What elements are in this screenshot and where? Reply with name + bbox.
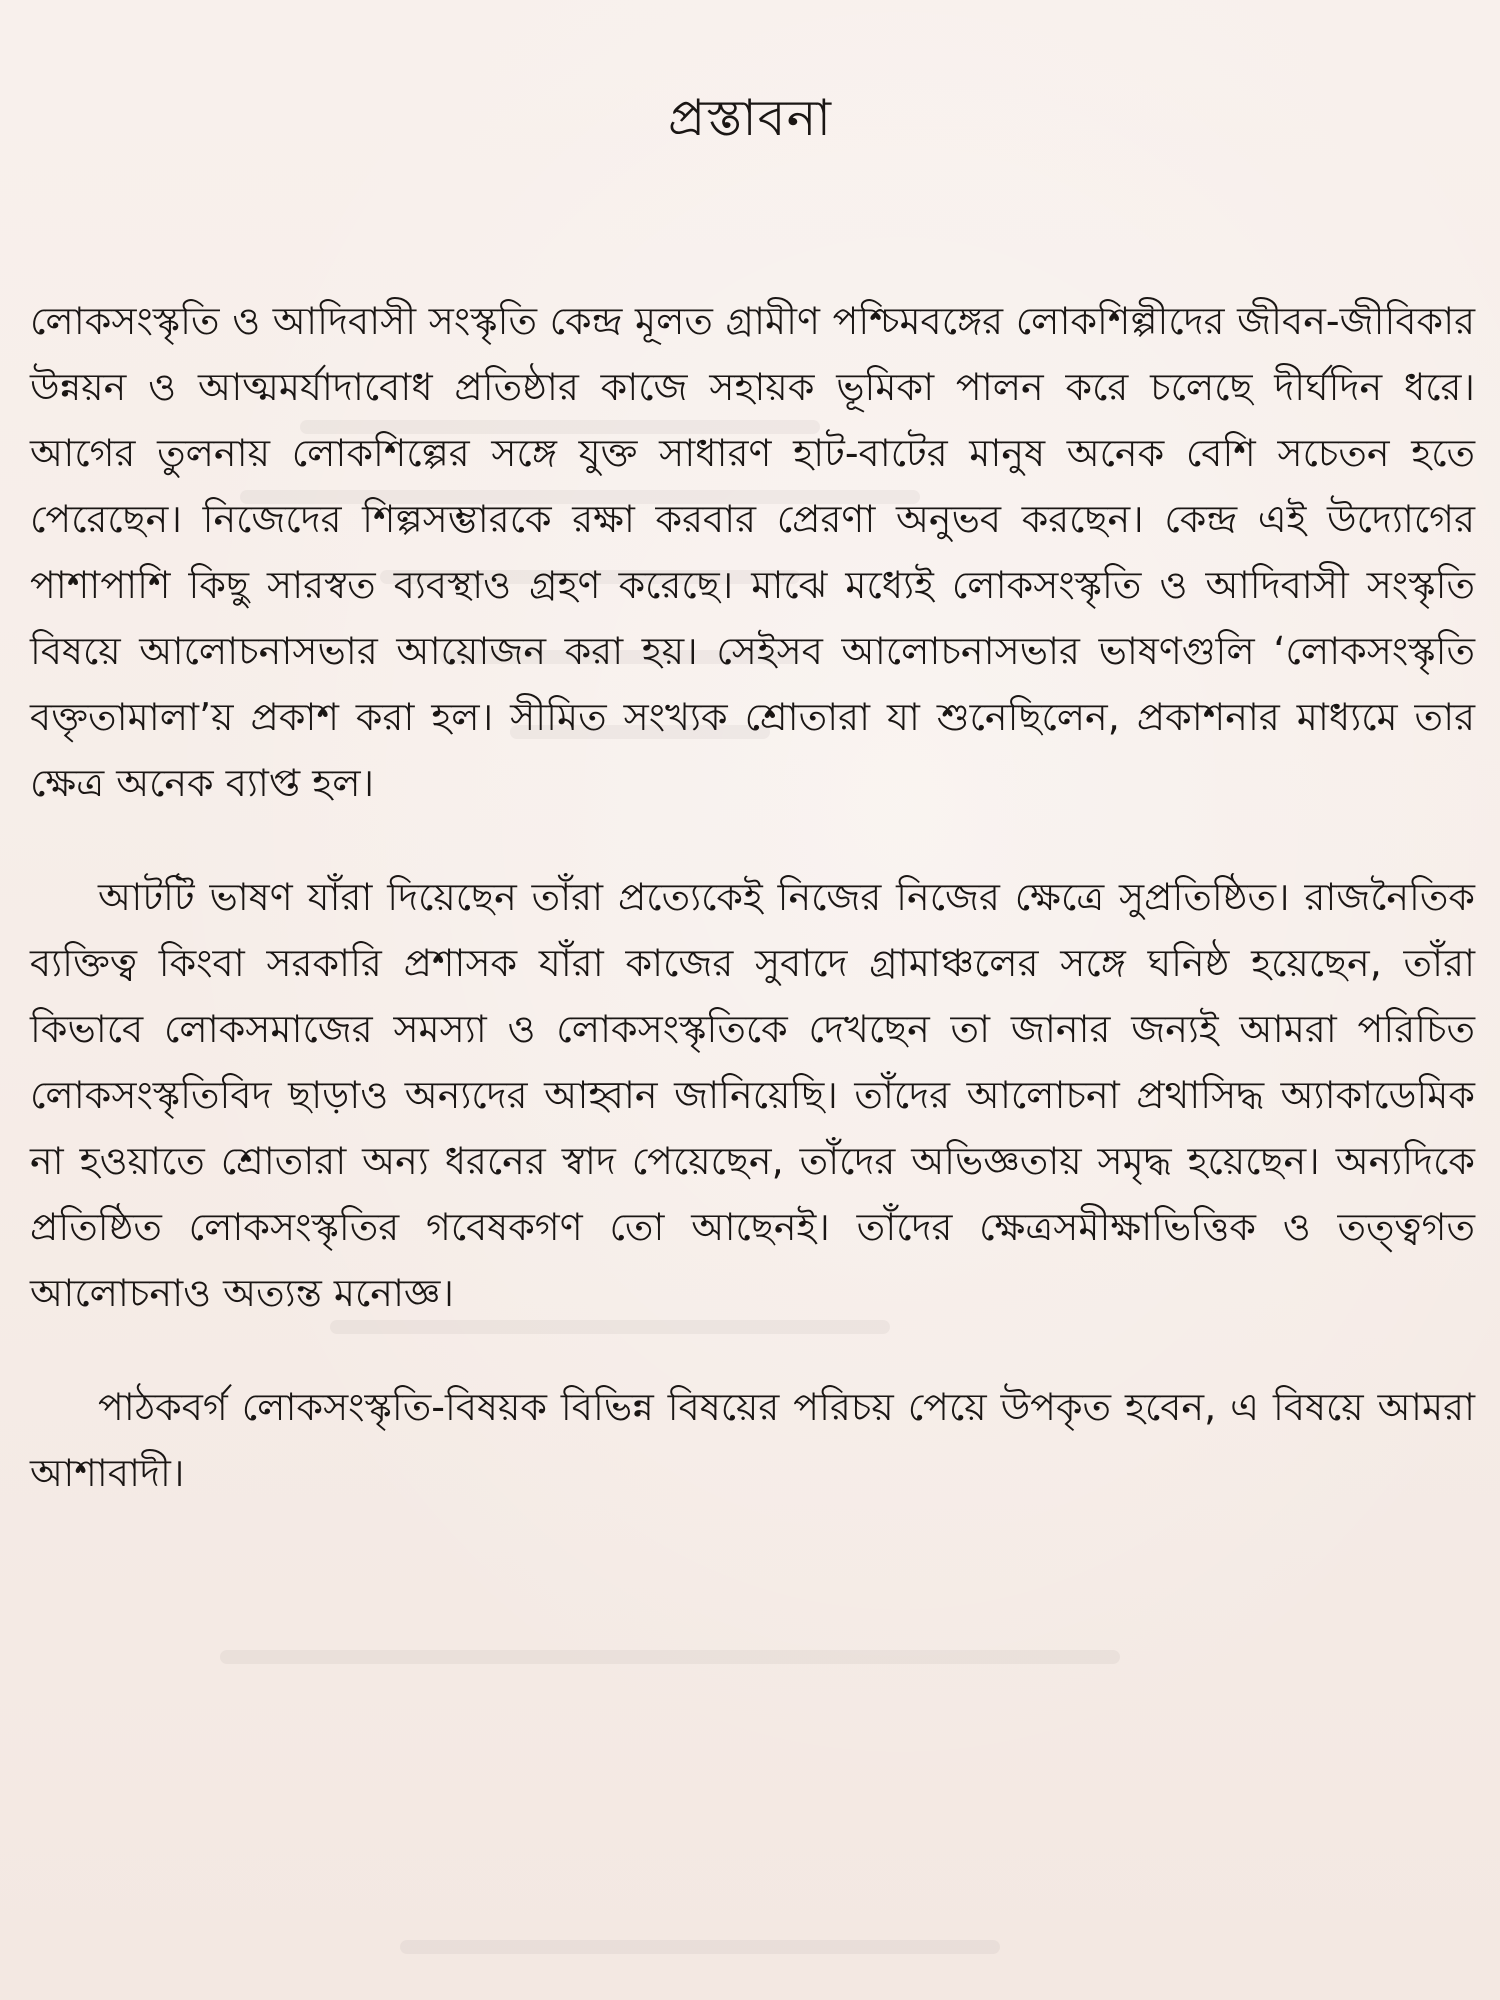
paragraph-2: আটটি ভাষণ যাঁরা দিয়েছেন তাঁরা প্রত্যেকেই নিজের নিজের ক্ষেত্রে সুপ্রতিষ্ঠিত। রাজনৈতিক ব্যক্তিত্ব কিংবা সরকারি প্রশাসক যাঁরা কাজের সুবাদে গ্রামাঞ্চলের সঙ্গে ঘনিষ্ঠ হয়েছেন, তাঁরা কিভাবে লোকসমাজের সমস্যা ও লোকসংস্কৃতিকে দেখছেন তা জানার জন্যই আমরা পরিচিত লোকসংস্কৃতিবিদ ছাড়াও অন্যদের আহ্বান জানিয়েছি। তাঁদের আলোচনা প্রথাসিদ্ধ অ্যাকাডেমিক না হওয়াতে শ্রোতারা অন্য ধরনের স্বাদ পেয়েছেন, তাঁদের অভিজ্ঞতায় সমৃদ্ধ হয়েছেন। অন্যদিকে প্রতিষ্ঠিত লোকসংস্কৃতির গবেষকগণ তো আছেনই। তাঁদের ক্ষেত্রসমীক্ষাভিত্তিক ও তত্ত্বগত আলোচনাও অত্যন্ত মনোজ্ঞ।	[30, 875, 1475, 1315]
paragraph-3: পাঠকবর্গ লোকসংস্কৃতি-বিষয়ক বিভিন্ন বিষয়ের পরিচয় পেয়ে উপকৃত হবেন, এ বিষয়ে আমরা আশাবাদী।	[30, 1385, 1475, 1495]
page-title: প্রস্তাবনা	[668, 89, 832, 147]
paragraph-1: লোকসংস্কৃতি ও আদিবাসী সংস্কৃতি কেন্দ্র মূলত গ্রামীণ পশ্চিমবঙ্গের লোকশিল্পীদের জীবন-জীবিকার উন্নয়ন ও আত্মমর্যাদাবোধ প্রতিষ্ঠার কাজে সহায়ক ভূমিকা পালন করে চলেছে দীর্ঘদিন ধরে। আগের তুলনায় লোকশিল্পের সঙ্গে যুক্ত সাধারণ হাট-বাটের মানুষ অনেক বেশি সচেতন হতে পেরেছেন। নিজেদের শিল্পসম্ভারকে রক্ষা করবার প্রেরণা অনুভব করছেন। কেন্দ্র এই উদ্যোগের পাশাপাশি কিছু সারস্বত ব্যবস্থাও গ্রহণ করেছে। মাঝে মধ্যেই লোকসংস্কৃতি ও আদিবাসী সংস্কৃতি বিষয়ে আলোচনাসভার আয়োজন করা হয়। সেইসব আলোচনাসভার ভাষণগুলি ‘লোকসংস্কৃতি বক্তৃতামালা’য় প্রকাশ করা হল। সীমিত সংখ্যক শ্রোতারা যা শুনেছিলেন, প্রকাশনার মাধ্যমে তার ক্ষেত্র অনেক ব্যাপ্ত হল।	[30, 299, 1475, 805]
document-body	[30, 288, 1475, 1506]
